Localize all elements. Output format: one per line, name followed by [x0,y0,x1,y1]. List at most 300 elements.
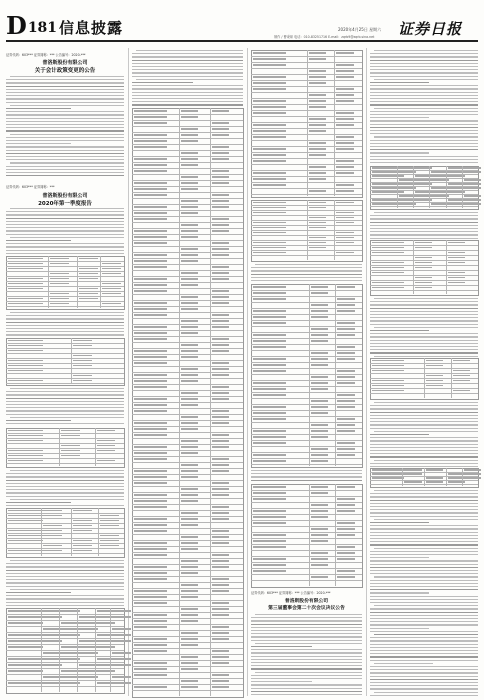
table-cell-text [253,222,286,223]
table-cell-text [212,392,230,393]
table-cell-text [212,218,230,219]
text-line [370,596,478,597]
table-cell-text [134,446,167,447]
text-line [370,506,478,507]
table-cell-text [134,506,167,507]
table-cell-text [181,248,199,249]
table-cell-text [8,540,43,541]
table-cell-text [212,344,230,345]
table-cell-text [309,190,327,191]
text-line [370,525,478,526]
text-line [10,237,124,238]
table-cell-text [134,398,167,399]
table-cell-text [309,242,327,243]
table-cell-text [134,620,167,621]
text-line [136,79,243,80]
table-cell-text [181,488,199,489]
text-line [370,615,478,616]
table-cell-text [453,370,470,371]
table-cell-text [181,110,199,111]
text-line [251,656,362,657]
table-cell-text [8,550,43,551]
text-line [370,304,478,305]
text-line [132,53,243,54]
table-cell-text [212,128,230,129]
text-line [370,234,478,235]
text-line [370,589,478,590]
table-cell-text [181,596,199,597]
table-cell-text [181,584,199,585]
table-cell-text [253,510,286,511]
text-line [251,649,362,650]
table-cell-text [253,370,286,371]
table-cell-text [448,175,465,176]
table-cell-text [253,516,286,517]
text-line [6,573,124,574]
table-cell-text [415,242,432,243]
text-line [255,614,362,615]
text-line [370,53,478,54]
table-cell-text [253,364,286,365]
text-line [370,424,478,425]
table-cell-text [464,473,481,474]
text-line [370,447,478,448]
table-cell-text [372,365,404,366]
table-cell-text [464,179,481,180]
text-line [370,101,478,102]
text-line [6,214,124,215]
table-cell-text [134,686,167,687]
text-line [370,580,478,581]
table-cell-text [181,476,199,477]
table-cell-text [8,450,43,451]
masthead [0,0,484,44]
table-cell-text [181,230,199,231]
table-cell-text [336,217,354,218]
text-line [251,267,362,268]
text-line [251,652,362,653]
text-line [370,336,478,337]
table-cell-text [415,277,432,278]
table-cell-text [134,524,167,525]
text-line [10,470,124,471]
text-line [6,86,124,87]
text-line [370,85,478,86]
text-line [370,570,478,571]
table-cell-text [337,570,355,571]
table-cell-text [253,558,286,559]
table-cell-text [134,650,167,651]
table-cell-text [372,272,404,273]
text-line [370,120,478,121]
table-cell-text [372,380,404,381]
table-cell-text [102,273,121,274]
table-cell-text [464,469,481,470]
text-line [374,356,478,357]
table-cell-text [181,326,199,327]
table-cell-text [212,470,230,471]
table-cell-text [112,634,131,635]
table-cell-text [309,227,327,228]
table-cell-text [372,191,404,192]
table-cell-text [253,207,286,208]
table-cell-text [212,662,230,663]
text-line [132,76,243,77]
table-cell-text [372,473,404,474]
table-cell-text [134,170,167,171]
table-cell-text [337,448,355,449]
table-cell-text [448,183,465,184]
table-cell-text [212,560,230,561]
table-cell-text [134,164,167,165]
text-line [251,617,362,618]
text-line [370,586,478,587]
text-line [370,156,478,157]
table-cell-text [212,272,230,273]
table-cell-text [134,146,167,147]
table-cell-text [112,616,131,617]
table-cell-text [464,167,481,168]
table-cell-text [212,182,230,183]
table-cell-text [8,283,43,284]
text-line [132,56,243,57]
table-cell-text [8,622,43,623]
table-cell-text [337,286,355,287]
text-line [6,398,124,399]
text-line [370,538,478,539]
table-cell-text [311,564,329,565]
table-cell-text [448,282,465,283]
table-cell-text [415,175,432,176]
table-cell-text [97,670,116,671]
table-cell-text [311,424,329,425]
table-cell-text [448,203,465,204]
text-line [370,418,478,419]
text-line [370,428,478,429]
table-cell-text [253,406,286,407]
table-cell-text [309,217,327,218]
page-number: 181 [27,20,58,36]
text-line [370,231,478,232]
text-line [370,503,478,504]
text-line [132,69,243,70]
text-line [6,473,124,474]
table-cell-text [181,662,199,663]
table-cell-text [181,608,199,609]
table-cell-text [134,668,167,669]
text-line [251,646,312,647]
table-cell-text [212,338,230,339]
text-line [374,298,478,299]
table-cell-text [8,360,43,361]
table-cell-text [253,540,286,541]
table-cell-text [212,296,230,297]
table-cell-text [253,242,286,243]
text-line [370,437,478,438]
text-line [370,608,478,609]
text-line [6,172,124,173]
table-cell-text [448,199,465,200]
table-cell-text [134,566,167,567]
table-cell-text [453,375,470,376]
table-cell-text [212,650,230,651]
table-cell-text [212,626,230,627]
text-line [370,509,478,510]
table-cell-text [415,195,432,196]
table-cell-text [336,124,354,125]
table-cell-text [134,452,167,453]
column-2 [132,46,243,696]
table-cell-text [181,374,199,375]
table-cell-text [134,380,167,381]
text-line [10,499,124,500]
table-cell-text [100,540,119,541]
text-line [370,330,429,331]
text-line [6,505,124,506]
table-cell-text [431,171,448,172]
table-cell-text [336,70,354,71]
text-line [370,333,478,334]
table-cell-text [73,380,92,381]
table-cell-text [97,460,116,461]
table-cell-text [309,148,327,149]
text-line [370,679,478,680]
table-cell-text [73,340,92,341]
table-cell-text [181,668,199,669]
table-cell-text [336,222,354,223]
table-cell-text [79,288,98,289]
table-cell-text [311,328,329,329]
table-cell-text [134,338,167,339]
table-cell-text [253,178,286,179]
text-line [370,528,478,529]
table-cell-text [8,350,43,351]
table-cell-text [212,200,230,201]
table-cell-text [337,424,355,425]
text-line [10,560,124,561]
table-cell-text [253,88,286,89]
table-cell-text [253,382,286,383]
table-cell-text [311,436,329,437]
article-company: 普洛斯股份有限公司 [284,599,329,604]
table-cell-text [336,166,354,167]
text-line [370,618,478,619]
text-line [370,688,478,689]
text-line [6,592,71,593]
text-line [370,111,478,112]
table-cell-text [426,469,443,470]
table-cell-text [212,614,230,615]
table-cell-text [112,664,131,665]
table-cell-text [372,370,404,371]
text-line [6,480,124,481]
text-line [6,224,124,225]
table-cell-text [8,303,43,304]
table-cell-text [134,530,167,531]
table-cell-text [79,278,98,279]
table-cell-text [448,242,465,243]
table-cell-text [448,262,465,263]
table-cell-text [212,206,230,207]
table-cell-text [464,203,481,204]
table-cell-text [311,334,329,335]
table-cell-text [415,262,432,263]
table-cell-text [8,634,43,635]
text-line [6,98,124,99]
table-cell-text [212,248,230,249]
table-cell-text [253,292,286,293]
text-line [6,595,124,596]
text-line [6,175,124,176]
table-cell-text [134,110,167,111]
text-line [6,563,124,564]
text-line [370,669,478,670]
table-cell-text [212,398,230,399]
table-cell-text [253,58,286,59]
table-cell-text [134,386,167,387]
table-cell-text [253,136,286,137]
table-cell-text [134,644,167,645]
text-line [251,662,362,663]
table-cell-text [372,469,404,470]
table-cell-text [336,76,354,77]
text-line [6,246,124,247]
table-cell-text [311,552,329,553]
table-cell-text [100,515,119,516]
table-cell-text [253,498,286,499]
text-line [370,88,478,89]
text-line [255,672,362,673]
table-cell-text [50,258,69,259]
table-cell-text [8,646,43,647]
text-line [370,421,478,422]
table-cell-text [336,252,354,253]
text-line [370,133,478,134]
text-line [251,668,362,669]
text-line [132,88,243,89]
table-cell-text [372,242,404,243]
table-cell-text [311,376,329,377]
table-cell-text [336,52,354,53]
table-cell-text [212,254,230,255]
table-cell-text [404,473,421,474]
table-cell-text [134,266,167,267]
text-line [6,407,124,408]
text-line [132,104,243,105]
column-1 [6,46,124,696]
table-cell-text [181,494,199,495]
text-line [6,325,124,326]
text-line [10,208,124,209]
text-line [6,102,124,103]
text-line [132,63,243,64]
table-cell-text [212,674,230,675]
table-cell-text [253,454,286,455]
text-line [6,243,124,244]
text-line [6,221,124,222]
table-cell-text [212,566,230,567]
table-cell-text [404,481,421,482]
text-line [6,401,124,402]
text-line [10,388,124,389]
table-cell-text [181,512,199,513]
table-cell-text [337,376,355,377]
table-cell-text [8,640,43,641]
table-cell-text [309,237,327,238]
text-line [251,620,362,621]
table-cell-text [102,293,121,294]
table-cell-text [181,680,199,681]
table-cell-text [8,664,43,665]
table-cell-text [134,188,167,189]
table-cell-text [134,254,167,255]
table-cell-text [253,148,286,149]
table-cell-text [181,188,199,189]
table-cell-text [79,273,98,274]
table-cell-text [415,179,432,180]
table-cell-text [309,52,327,53]
table-cell-text [311,304,329,305]
text-line [6,605,124,606]
table-cell-text [8,268,43,269]
table-cell-text [399,167,416,168]
table-cell-text [181,518,199,519]
text-line [374,605,478,606]
table-cell-text [112,676,131,677]
table-cell-text [212,146,230,147]
table-cell-text [253,76,286,77]
table-cell-text [181,140,199,141]
table-cell-text [337,534,355,535]
text-line [370,311,478,312]
text-line [370,130,478,131]
table-cell-text [112,640,131,641]
table-cell-text [61,435,80,436]
table-cell-text [311,486,329,487]
table-cell-text [448,477,465,478]
text-line [6,582,124,583]
text-line [6,121,124,122]
text-line [6,322,124,323]
text-line [370,320,478,321]
text-line [370,440,478,441]
text-line [6,423,124,424]
table-cell-text [212,446,230,447]
text-line [6,496,124,497]
table-cell-text [253,247,286,248]
table-cell-text [212,518,230,519]
table-cell-text [309,207,327,208]
table-cell-text [253,100,286,101]
table-cell-text [337,406,355,407]
text-line [251,470,362,471]
text-line [370,117,429,118]
table-cell-text [309,118,327,119]
table-cell-text [426,385,443,386]
table-cell-text [336,242,354,243]
text-line [370,644,478,645]
table-cell-text [212,542,230,543]
table-cell-text [253,298,286,299]
text-line [6,234,124,235]
text-line [370,405,478,406]
table-cell-text [453,360,470,361]
table-cell-text [336,232,354,233]
table-cell-text [464,477,481,478]
table-cell-text [73,360,92,361]
table-cell-text [311,576,329,577]
text-line [6,250,124,251]
